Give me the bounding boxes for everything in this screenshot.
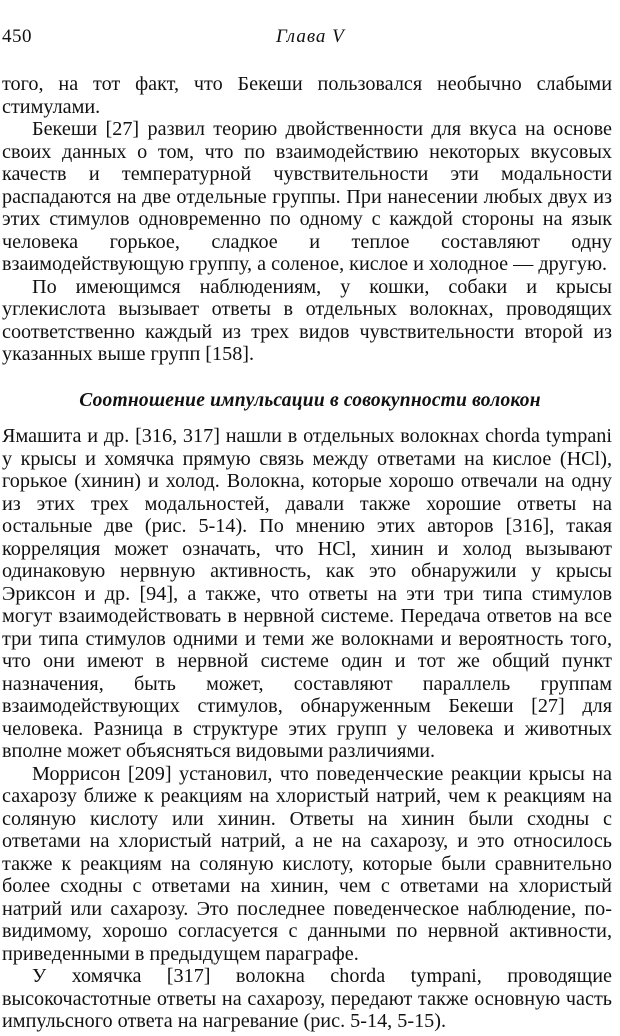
text-block-bottom <box>2 425 612 1033</box>
paragraph-continuation: того, на тот факт, что Бекеши пользовался необычно слабыми стимулами. <box>2 73 612 118</box>
section-heading: Соотношение импульсации в совокупности волокон <box>79 390 541 411</box>
text-block-top <box>2 73 612 366</box>
paragraph-yamashita: Ямашита и др. [316, 317] нашли в отдельных волокнах chorda tympani у крысы и хомячка прямую связь между ответами на кислое (HCl), горькое (хинин) и холод. Волокна, которые хорошо отвечали на одну из этих трех модальностей, давали также хорошие ответы на остальные две (рис. 5-14). По мнению этих авторов [316], такая корреляция может означать, что HCl, хинин и холод вызывают одинаковую нервную активность, как это обнаружили у крысы Эриксон и др. [94], а также, что ответы на эти три типа стимулов могут взаимодействовать в нервной системе. Передача ответов на все три типа стимулов одними и теми же волокнами и вероятность того, что они имеют в нервной системе один и тот же общий пункт назначения, быть может, составляют параллель группам взаимодействующих стимулов, обнаруженным Бекеши [27] для человека. Разница в структуре этих групп у человека и животных вполне может объясняться видовыми различиями. <box>2 425 612 762</box>
page-number: 450 <box>2 26 32 47</box>
paragraph-morrison: Моррисон [209] установил, что поведенческие реакции крысы на сахарозу ближе к реакциям на хлористый натрий, чем к реакциям на соляную кислоту или хинин. Ответы на хинин были сходны с ответами на хлористый натрий, а не на сахарозу, и это относилось также к реакциям на соляную кислоту, которые были сравнительно более сходны с ответами на хинин, чем с ответами на хлористый натрий или сахарозу. Это последнее поведенческое наблюдение, по-видимому, хорошо согласуется с данными по нервной активности, приведенными в предыдущем параграфе. <box>2 762 612 965</box>
paragraph-carbon-dioxide: По имеющимся наблюдениям, у кошки, собаки и крысы углекислота вызывает ответы в отдельных волокнах, проводящих соответственно каждый из трех видов чувствительности второй из указанных выше групп [158]. <box>2 275 612 365</box>
paragraph-bekesy-theory: Бекеши [27] развил теорию двойственности для вкуса на основе своих данных о том, что по взаимодействию некоторых вкусовых качеств и температурной чувствительности эти модальности распадаются на две отдельные группы. При нанесении любых двух из этих стимулов одновременно по одному с каждой стороны на язык человека горькое, сладкое и теплое составляют одну взаимодействующую группу, а соленое, кислое и холодное — другую. <box>2 118 612 275</box>
paragraph-hamster: У хомячка [317] волокна chorda tympani, проводящие высокочастотные ответы на сахарозу, передают также основную часть импульсного ответа на нагревание (рис. 5-14, 5-15). <box>2 965 612 1032</box>
chapter-title: Глава V <box>276 26 345 47</box>
running-header <box>0 26 620 56</box>
